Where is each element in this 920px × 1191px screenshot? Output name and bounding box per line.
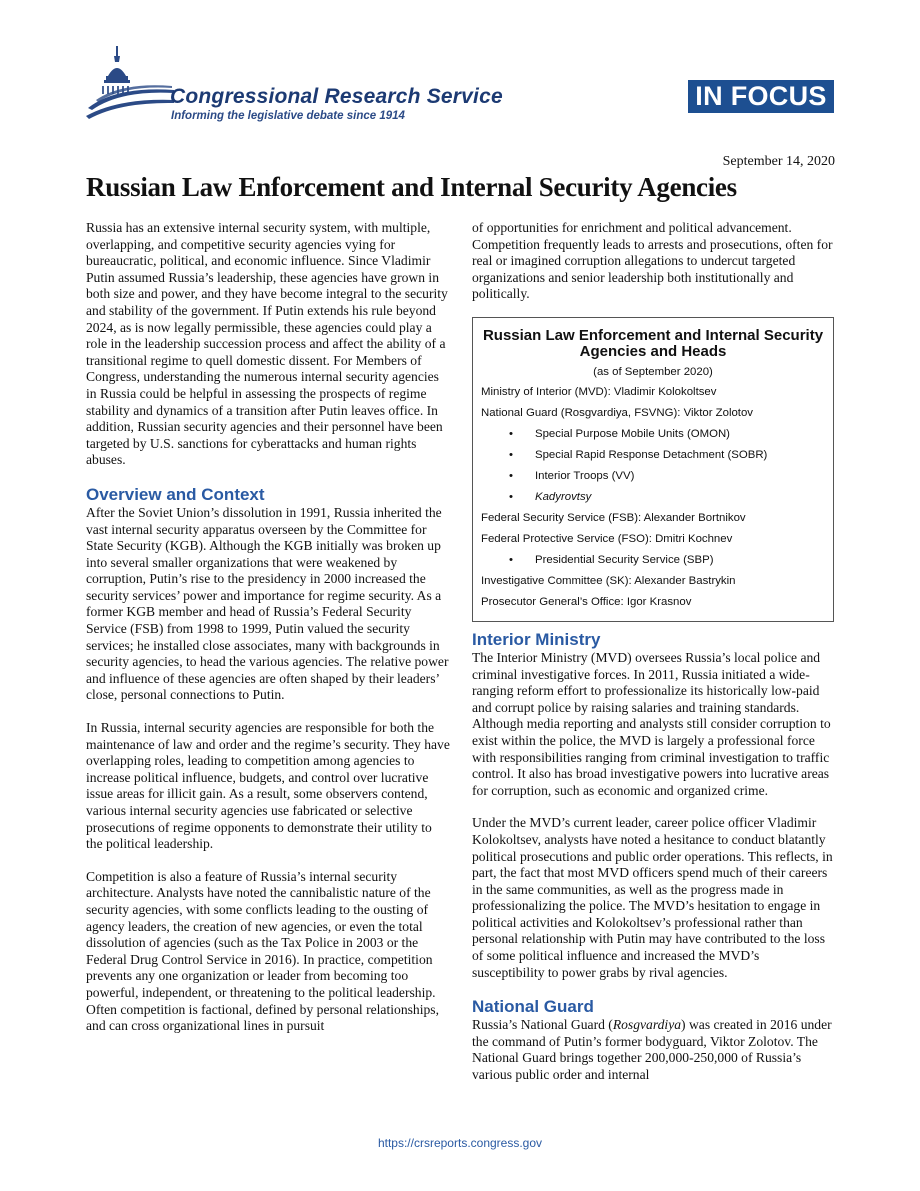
guard-heading: National Guard [472, 997, 594, 1017]
agency-sk: Investigative Committee (SK): Alexander Bastrykin [481, 574, 736, 587]
list-item [481, 445, 825, 466]
bullet-icon: • [509, 427, 513, 440]
intro-paragraph: Russia has an extensive internal security system, with multiple, overlapping, and competitive security agencies vying for bureaucratic, political, and economic influence. Since Vladimir Putin assumed Russia’s leadership, these agencies have grown in both size and power, and they have become integral to the security and stability of the government. If Putin extends his rule beyond 2024, as is now legally permissible, these agencies could play a role in the leadership succession process and affect the ability of a transitional regime to quell domestic dissent. For Members of Congress, understanding the numerous internal security agencies in Russia could be helpful in assessing the prospects of regime stability and dynamics of a transition after Putin leaves office. In addition, Russian security agencies and their personnel have been targeted by U.S. sanctions for cyberattacks and human rights abuses. [86, 220, 448, 468]
agency-fsb: Federal Security Service (FSB): Alexander Bortnikov [481, 511, 746, 524]
org-tagline: Informing the legislative debate since 1914 [171, 110, 405, 122]
in-focus-badge: IN FOCUS [688, 80, 834, 113]
list-item [481, 466, 825, 487]
overview-paragraph-1: After the Soviet Union’s dissolution in 1991, Russia inherited the vast internal security apparatus overseen by the Committee for State Security (KGB). Although the KGB initially was broken up into several smaller organizations that were weakened by corruption, Putin’s rise to the presidency in 2000 increased the security services’ power and importance for regime security. As a former KGB member and head of Russia’s Federal Security Service (FSB) from 1998 to 1999, Putin valued the security services; he installed close associates, many with backgrounds in security agencies, to head the various agencies. The relative power and influence of these agencies are often shaped by their leaders’ close, personal connections to Putin. [86, 504, 449, 703]
agency-national-guard: National Guard (Rosgvardiya, FSVNG): Viktor Zolotov [481, 406, 754, 419]
left-column [86, 220, 450, 1035]
interior-paragraph-1: The Interior Ministry (MVD) oversees Russia’s local police and criminal investigative forces. In 2011, Russia initiated a wide-ranging reform effort to professionalize its historically low-paid and corrupt police by raising salaries and training standards. Although media reporting and analysts still consider corruption to exist within the police, the MVD is largely a professional force with responsibilities ranging from criminal investigation to traffic control. It also has broad investigative powers into lucrative areas for corruption, such as economic and organized crime. [472, 649, 831, 798]
sidebar-title: Russian Law Enforcement and Internal Security Agencies and Heads [482, 326, 824, 360]
sidebar-subtitle: (as of September 2020) [593, 365, 713, 378]
bullet-icon: • [509, 490, 513, 503]
bullet-icon: • [509, 553, 513, 566]
org-name: Congressional Research Service [170, 85, 503, 108]
list-item [481, 550, 825, 571]
list-item [481, 424, 825, 445]
unit-omon: Special Purpose Mobile Units (OMON) [535, 427, 730, 440]
interior-heading: Interior Ministry [472, 629, 601, 649]
page-title: Russian Law Enforcement and Internal Security Agencies [86, 172, 737, 202]
publication-date: September 14, 2020 [722, 154, 835, 169]
unit-vv: Interior Troops (VV) [535, 469, 635, 482]
agency-fso: Federal Protective Service (FSO): Dmitri Kochnev [481, 532, 733, 545]
bullet-icon: • [509, 469, 513, 482]
list-item [481, 487, 825, 508]
footer-url: https://crsreports.congress.gov [377, 1136, 543, 1150]
agencies-sidebar-box [472, 317, 834, 622]
overview-paragraph-3-continued: of opportunities for enrichment and political advancement. Competition frequently leads to arrests and prosecutions, often for real or imagined corruption allegations to undercut targeted organizations and senior leadership both institutionally and politically. [472, 220, 833, 302]
overview-paragraph-3: Competition is also a feature of Russia’s internal security architecture. Analysts have noted the cannibalistic nature of the security agencies, with some conflicts leading to the ousting of agency leaders, the creation of new agencies, or even the total dissolution of agencies (such as the Tax Police in 2003 or the Federal Drug Control Service in 2016). In practice, competition prevents any one organization or leader from becoming too powerful, independent, or threatening to the political leadership. Often competition is factional, defined by personal relationships, and can cross organizational lines in pursuit [86, 868, 439, 1034]
agency-prosecutor-general: Prosecutor General’s Office: Igor Krasnov [481, 595, 692, 608]
overview-paragraph-2: In Russia, internal security agencies are responsible for both the maintenance of law and order and the regime’s security. They have overlapping roles, leading to competition among agencies to increase political influence, budgets, and control over lucrative issue areas for illicit gain. As a result, some observers contend, various internal security agencies use fabricated or selective prosecutions of regime opponents to demonstrate their utility to the political leadership. [86, 720, 450, 852]
overview-heading: Overview and Context [86, 484, 265, 504]
unit-kadyrovtsy: Kadyrovtsy [535, 490, 592, 503]
agency-mvd: Ministry of Interior (MVD): Vladimir Kolokoltsev [481, 385, 717, 398]
guard-text-a: Russia’s National Guard ( [472, 1017, 613, 1033]
guard-paragraph-1 [472, 1017, 834, 1083]
unit-sbp: Presidential Security Service (SBP) [535, 553, 714, 566]
guard-term: Rosgvardiya [612, 1017, 682, 1033]
unit-sobr: Special Rapid Response Detachment (SOBR) [535, 448, 768, 461]
bullet-icon: • [509, 448, 513, 461]
guard-text-b: ) was created in 2016 under the command of Putin’s former bodyguard, Viktor Zolotov. The National Guard brings together 200,000-250,000 of Russia’s various public order and internal [472, 1017, 832, 1083]
interior-paragraph-2: Under the MVD’s current leader, career police officer Vladimir Kolokoltsev, analysts have noted a hesitance to conduct blatantly political prosecutions and public order operations. This reflects, in part, the fact that most MVD officers spend much of their careers in the same communities, as well as the progress made in professionalizing the police. The MVD’s hesitation to engage in political activities and Kolokoltsev’s professional rather than personal relationship with Putin may have contributed to the loss of some political influence and increased the MVD’s susceptibility to power grabs by rival agencies. [472, 815, 833, 980]
capitol-dome-icon [86, 42, 176, 122]
right-column [472, 220, 834, 1084]
